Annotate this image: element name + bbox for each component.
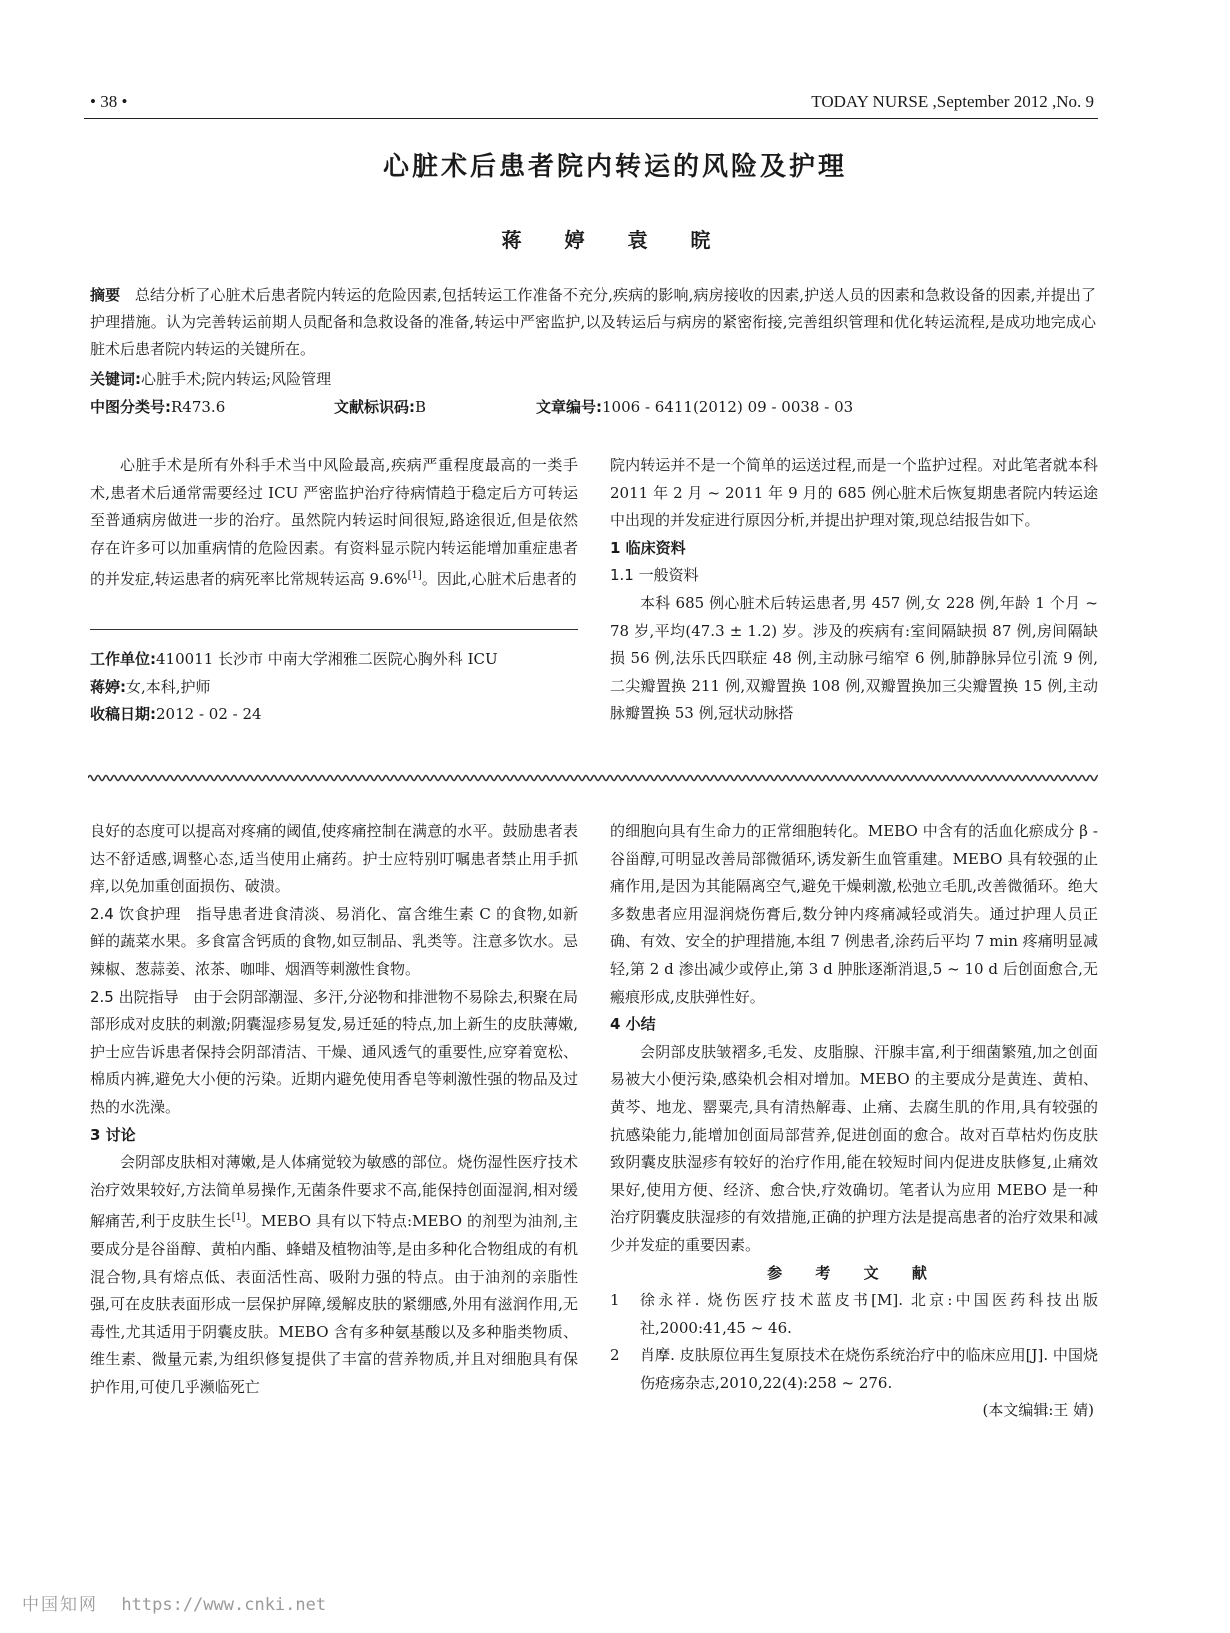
page-header — [84, 90, 1098, 119]
editor-note: (本文编辑:王 婧) — [982, 1401, 1094, 1420]
cnki-watermark — [22, 1590, 326, 1615]
section-2-5-text: 由于会阴部潮湿、多汗,分泌物和排泄物不易除去,积聚在局部形成对皮肤的刺激;阴囊湿疹易复发,易迁延的特点,加上新生的皮肤薄嫩,护士应告诉患者保持会阴部清洁、干燥、通风透气的重要性,应穿着宽松、棉质内裤,避免大小便的污染。近期内避免使用香皂等刺激性强的物品及过热的水洗澡。 — [90, 987, 578, 1116]
reference-text: 肖摩. 皮肤原位再生复原技术在烧伤系统治疗中的临床应用[J]. 中国烧伤疮疡杂志,2010,22(4):258 ~ 276. — [640, 1346, 1098, 1392]
lower-right-column — [610, 818, 1098, 1425]
section-1-1-heading: 1.1 一般资料 — [610, 566, 699, 585]
article-number-label: 文章编号: — [536, 398, 602, 416]
lower-left-column — [90, 818, 578, 1401]
footnote-rule — [90, 629, 578, 630]
section-2-4 — [90, 901, 578, 984]
intro-tail: 。因此,心脏术后患者的 — [421, 570, 577, 589]
reference-number: 1 — [610, 1291, 620, 1310]
class-number — [90, 394, 225, 420]
section-3-heading: 3 讨论 — [90, 1125, 136, 1144]
mebo-paragraph: 的细胞向具有生命力的正常细胞转化。MEBO 中含有的活血化瘀成分 β - 谷甾醇,可明显改善局部微循环,诱发新生血管重建。MEBO 具有较强的止痛作用,是因为其能隔离空气,避免干燥刺激,松弛立毛肌,改善微循环。绝大多数患者应用湿润烧伤膏后,数分钟内疼痛减轻或消失。通过护理人员正确、有效、安全的护理措施,本组 7 例患者,涂药后平均 7 min 疼痛明显减轻,第 2 d 渗出减少或停止,第 3 d 肿胀逐渐消退,5 ~ 10 d 后创面愈合,无瘢痕形成,皮肤弹性好。 — [610, 822, 1098, 1006]
document-code-label: 文献标识码: — [334, 398, 415, 416]
article-title: 心脏术后患者院内转运的风险及护理 — [382, 152, 847, 182]
article-number — [536, 394, 853, 420]
author-info-text: 女,本科,护师 — [126, 677, 211, 696]
received-date-label: 收稿日期: — [90, 705, 156, 723]
article-number-value: 1006 - 6411(2012) 09 - 0038 - 03 — [602, 398, 854, 416]
upper-right-column — [610, 452, 1098, 728]
section-3-text — [90, 1149, 578, 1401]
abstract-label: 摘要 — [90, 286, 121, 304]
class-number-value: R473.6 — [171, 398, 226, 416]
watermark-url: https://www.cnki.net — [121, 1595, 327, 1615]
general-data-paragraph: 本科 685 例心脏术后转运患者,男 457 例,女 228 例,年龄 1 个月 ~ 78 岁,平均(47.3 ± 1.2) 岁。涉及的疾病有:室间隔缺损 87 例,房间隔缺损 56 例,法乐氏四联症 48 例,主动脉弓缩窄 6 例,肺静脉异位引流 9 例,二尖瓣置换 211 例,双瓣置换 108 例,双瓣置换加三尖瓣置换 15 例,主动脉瓣置换 53 例,冠状动脉搭 — [610, 593, 1098, 723]
received-date-text: 2012 - 02 - 24 — [156, 705, 262, 723]
received-date — [90, 701, 578, 729]
section-1-heading: 1 临床资料 — [610, 538, 686, 557]
section-3-text-a: 会阴部皮肤相对薄嫩,是人体痛觉较为敏感的部位。烧伤湿性医疗技术治疗效果较好,方法简单易操作,无菌条件要求不高,能保持创面湿润,相对缓解痛苦,利于皮肤生长 — [90, 1153, 578, 1231]
abstract — [90, 282, 1096, 363]
watermark-site: 中国知网 — [22, 1595, 98, 1615]
document-code-value: B — [415, 398, 427, 416]
article-separator-wave — [88, 772, 1098, 784]
upper-left-column — [90, 452, 578, 594]
reference-text: 徐永祥. 烧伤医疗技术蓝皮书[M]. 北京:中国医药科技出版社,2000:41,45 ~ 46. — [640, 1291, 1098, 1337]
page-number: • 38 • — [90, 92, 128, 111]
intro-paragraph — [90, 452, 578, 594]
author-info — [90, 674, 578, 702]
author-footnote — [90, 646, 578, 729]
intro-text: 心脏手术是所有外科手术当中风险最高,疾病严重程度最高的一类手术,患者术后通常需要经过 ICU 严密监护治疗待病情趋于稳定后方可转运至普通病房做进一步的治疗。虽然院内转运时间很短,路途很近,但是依然存在许多可以加重病情的危险因素。有资料显示院内转运能增加重症患者的并发症,转运患者的病死率比常规转运高 9.6% — [90, 456, 578, 589]
keywords — [90, 366, 1096, 392]
reference-item — [610, 1342, 1098, 1397]
document-code — [334, 394, 426, 420]
keywords-label: 关键词: — [90, 370, 141, 388]
pain-paragraph: 良好的态度可以提高对疼痛的阈值,使疼痛控制在满意的水平。鼓励患者表达不舒适感,调整心态,适当使用止痛药。护士应特别叮嘱患者禁止用手抓痒,以免加重创面损伤、破溃。 — [90, 822, 578, 896]
section-2-4-text: 指导患者进食清淡、易消化、富含维生素 C 的食物,如新鲜的蔬菜水果。多食富含钙质的食物,如豆制品、乳类等。注意多饮水。忌辣椒、葱蒜姜、浓茶、咖啡、烟酒等刺激性食物。 — [90, 904, 578, 978]
keywords-text: 心脏手术;院内转运;风险管理 — [141, 370, 332, 388]
affiliation — [90, 646, 578, 674]
references-title: 参 考 文 献 — [767, 1263, 941, 1282]
affiliation-text: 410011 长沙市 中南大学湘雅二医院心胸外科 ICU — [156, 650, 498, 668]
abstract-text: 总结分析了心脏术后患者院内转运的危险因素,包括转运工作准备不充分,疾病的影响,病房接收的因素,护送人员的因素和急救设备的因素,并提出了护理措施。认为完善转运前期人员配备和急救设备的准备,转运中严密监护,以及转运后与病房的紧密衔接,完善组织管理和优化转运流程,是成功地完成心脏术后患者院内转运的关键所在。 — [90, 286, 1096, 358]
section-3-text-b: 。MEBO 具有以下特点:MEBO 的剂型为油剂,主要成分是谷甾醇、黄柏内酯、蜂蜡及植物油等,是由多种化合物组成的有机混合物,具有熔点低、表面活性高、吸附力强的特点。由于油剂的亲脂性强,可在皮肤表面形成一层保护屏障,缓解皮肤的紧绷感,外用有滋润作用,无毒性,尤其适用于阴囊皮肤。MEBO 含有多种氨基酸以及多种脂类物质、维生素、微量元素,为组织修复提供了丰富的营养物质,并且对细胞具有保护作用,可使几乎濒临死亡 — [90, 1212, 578, 1396]
reference-number: 2 — [610, 1346, 620, 1365]
reference-item — [610, 1287, 1098, 1342]
article-authors: 蒋 婷 袁 晥 — [501, 228, 729, 252]
affiliation-label: 工作单位: — [90, 650, 156, 668]
citation-2: [1] — [231, 1212, 246, 1224]
intro-continued: 院内转运并不是一个简单的运送过程,而是一个监护过程。对此笔者就本科 2011 年 2 月 ~ 2011 年 9 月的 685 例心脏术后恢复期患者院内转运途中出现的并发症进行原因分析,并提出护理对策,现总结报告如下。 — [610, 456, 1098, 530]
class-number-label: 中图分类号: — [90, 398, 171, 416]
journal-name: TODAY NURSE ,September 2012 ,No. 9 — [811, 92, 1094, 111]
section-2-5-heading: 2.5 出院指导 — [90, 987, 179, 1006]
section-4-heading: 4 小结 — [610, 1015, 656, 1034]
section-2-5 — [90, 984, 578, 1122]
author-info-label: 蒋婷: — [90, 677, 126, 696]
section-2-4-heading: 2.4 饮食护理 — [90, 904, 181, 923]
section-4-text: 会阴部皮肤皱褶多,毛发、皮脂腺、汗腺丰富,利于细菌繁殖,加之创面易被大小便污染,感染机会相对增加。MEBO 的主要成分是黄连、黄柏、黄芩、地龙、罂粟壳,具有清热解毒、止痛、去腐生肌的作用,具有较强的抗感染能力,能增加创面局部营养,促进创面的愈合。故对百草枯灼伤皮肤致阴囊皮肤湿疹有较好的治疗作用,能在较短时间内促进皮肤修复,止痛效果好,使用方便、经济、愈合快,疗效确切。笔者认为应用 MEBO 是一种治疗阴囊皮肤湿疹的有效措施,正确的护理方法是提高患者的治疗效果和减少并发症的重要因素。 — [610, 1042, 1098, 1254]
citation-1: [1] — [407, 570, 422, 582]
